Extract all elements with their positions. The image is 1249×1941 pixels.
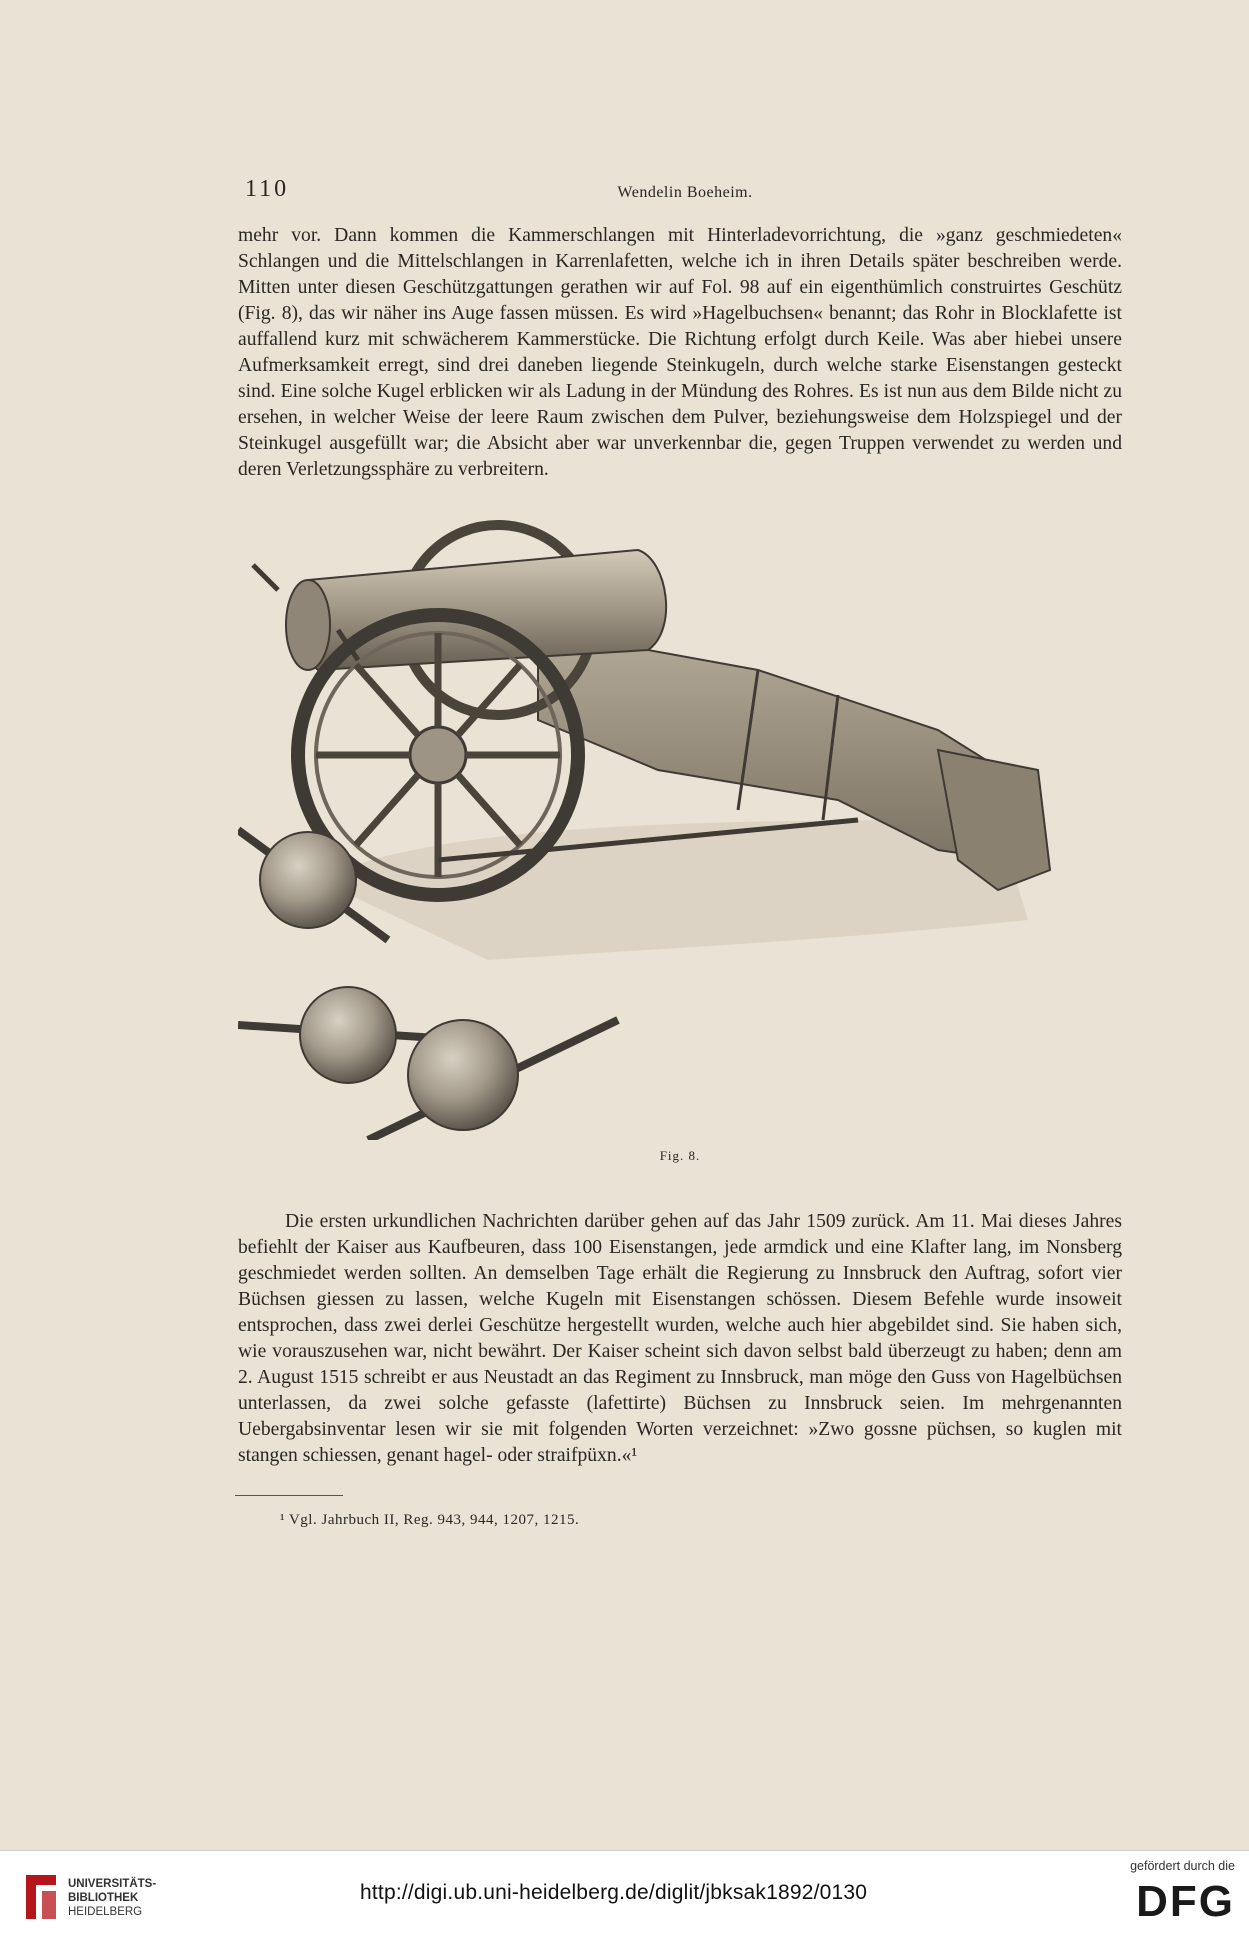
footnote: ¹ Vgl. Jahrbuch II, Reg. 943, 944, 1207, 1215.	[280, 1512, 580, 1528]
footnote-rule	[235, 1495, 343, 1496]
university-library-logo[interactable]	[22, 1863, 172, 1929]
body-paragraph-2	[238, 1209, 1122, 1469]
library-line-1: UNIVERSITÄTS-	[68, 1878, 157, 1890]
permalink-url[interactable]: http://digi.ub.uni-heidelberg.de/diglit/jbksak1892/0130	[360, 1881, 868, 1904]
library-name	[68, 1877, 156, 1919]
body-paragraph-1	[238, 223, 1122, 483]
library-line-3: HEIDELBERG	[68, 1906, 143, 1918]
cannon-illustration	[238, 520, 1122, 1140]
running-head: Wendelin Boeheim.	[617, 184, 753, 201]
library-mark-icon	[22, 1869, 60, 1925]
page-header	[235, 176, 1135, 206]
library-line-2: BIBLIOTHEK	[68, 1892, 139, 1904]
figure-hagelbuchse	[238, 520, 1122, 1163]
digitization-footer	[0, 1850, 1249, 1941]
page-number: 110	[245, 176, 290, 202]
barrel-muzzle	[286, 580, 330, 670]
paragraph-text: mehr vor. Dann kommen die Kammerschlangen mit Hinterladevorrichtung, die »ganz geschmiedeten« Schlangen und die Mittelschlangen in Karrenlafetten, welche ich in ihren Details später beschreiben werde. Mitten unter diesen Geschützgattungen gerathen wir auf Fol. 98 auf ein eigenthümlich construirtes Geschütz (Fig. 8), das wir näher ins Auge fassen müssen. Es wird »Hagelbuchsen« benannt; das Rohr in Blocklafette ist auffallend kurz mit schwächerem Kammerstücke. Die Richtung erfolgt durch Keile. Was aber hiebei unsere Aufmerksamkeit erregt, sind drei daneben liegende Steinkugeln, durch welche starke Eisenstangen gesteckt sind. Eine solche Kugel erblicken wir als Ladung in der Mündung des Rohres. Es ist nun aus dem Bilde nicht zu ersehen, in welcher Weise der leere Raum zwischen dem Pulver, beziehungsweise dem Holzspiegel und der Steinkugel ausgefüllt war; die Absicht aber war unverkennbar die, gegen Truppen verwendet zu werden und deren Verletzungssphäre zu verbreitern.	[238, 225, 1122, 480]
figure-caption: Fig. 8.	[659, 1148, 701, 1163]
dfg-logo: DFG	[1136, 1877, 1235, 1926]
funder-label: gefördert durch die	[1130, 1859, 1235, 1873]
paragraph-text: Die ersten urkundlichen Nachrichten darüber gehen auf das Jahr 1509 zurück. Am 11. Mai dieses Jahres befiehlt der Kaiser aus Kaufbeuren, dass 100 Eisenstangen, jede armdick und eine Klafter lang, im Nonsberg geschmiedet werden sollten. An demselben Tage erhält die Regierung zu Innsbruck den Auftrag, sofort vier Büchsen giessen zu lassen, welche Kugeln mit Eisenstangen schössen. Diesem Befehle wurde insoweit entsprochen, dass zwei derlei Geschütze hergestellt wurden, welche auch hier abgebildet sind. Sie haben sich, wie vorauszusehen war, nicht bewährt. Der Kaiser scheint sich davon selbst bald überzeugt zu haben; denn am 2. August 1515 schreibt er aus Neustadt an das Regiment zu Innsbruck, man möge den Guss von Hagelbüchsen unterlassen, da zwei solche gefasste (lafettirte) Büchsen zu Innsbruck seien. Im mehrgenannten Uebergabsinventar lesen wir sie mit folgenden Worten verzeichnet: »Zwo gossne püchsen, so kuglen mit stangen schiessen, genant hagel- oder straifpüxn.«¹	[238, 1211, 1122, 1466]
funder-credit[interactable]	[1105, 1859, 1235, 1935]
